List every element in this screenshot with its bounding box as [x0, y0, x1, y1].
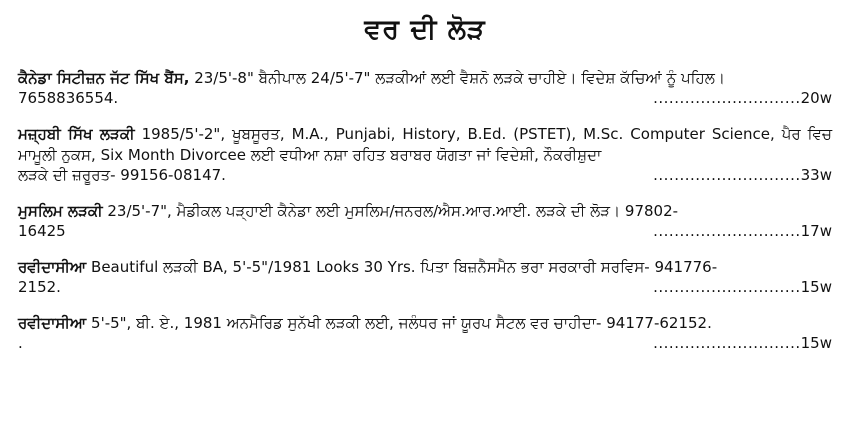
ad-body: 23/5'-8" ਬੈਨੀਪਾਲ 24/5'-7" ਲੜਕੀਆਂ ਲਈ ਵੈਸ਼ਨੋ ਲੜਕੇ ਚਾਹੀਏ। ਵਿਦੇਸ਼ ਕੱਚਿਆਂ ਨੂੰ ਪਹਿਲ। [189, 69, 725, 87]
ad-text [18, 201, 832, 222]
classified-ad-5 [18, 313, 832, 353]
ad-footer [18, 334, 832, 353]
ad-reference [653, 89, 832, 108]
ad-heading: ਮੁਸਲਿਮ ਲੜਕੀ [18, 202, 103, 220]
ad-tail: 2152. [18, 278, 61, 296]
ad-code: 15w [800, 278, 832, 296]
ad-body: 1985/5'-2", ਖੂਬਸੂਰਤ, M.A., Punjabi, History, B.Ed. (PSTET), M.Sc. Computer Science, ਪੈਰ ਵਿਚ ਮਾਮੂਲੀ ਨੁਕਸ, Six Month Divorcee ਲਈ ਵਧੀਆ ਨਸ਼ਾ ਰਹਿਤ ਬਰਾਬਰ ਯੋਗਤਾ ਜਾਂ ਵਿਦੇਸ਼ੀ, ਨੌਕਰੀਸ਼ੁਦਾ [18, 125, 832, 164]
ad-dots: ............................ [653, 278, 801, 296]
ad-code: 20w [800, 89, 832, 107]
ad-code: 33w [800, 166, 832, 184]
ad-text [18, 68, 832, 89]
ad-text [18, 313, 832, 334]
ad-dots: ............................ [653, 166, 801, 184]
classified-ad-1 [18, 68, 832, 108]
ad-body: 23/5'-7", ਮੈਡੀਕਲ ਪੜ੍ਹਾਈ ਕੈਨੇਡਾ ਲਈ ਮੁਸਲਿਮ/ਜਨਰਲ/ਐਸ.ਆਰ.ਆਈ. ਲੜਕੇ ਦੀ ਲੋੜ। 97802- [102, 202, 679, 220]
page-title: ਵਰ ਦੀ ਲੋੜ [364, 14, 486, 45]
ad-reference [653, 278, 832, 297]
ad-body: 5'-5", ਬੀ. ਏ., 1981 ਅਨਮੈਰਿਡ ਸੁਨੱਖੀ ਲੜਕੀ ਲਈ, ਜਲੰਧਰ ਜਾਂ ਯੂਰਪ ਸੈਟਲ ਵਰ ਚਾਹੀਦਾ- 94177-62152. [86, 314, 712, 332]
ad-footer [18, 222, 832, 241]
ad-tail: ਲੜਕੇ ਦੀ ਜ਼ਰੂਰਤ- 99156-08147. [18, 166, 226, 184]
ad-heading: ਕੈਨੇਡਾ ਸਿਟੀਜ਼ਨ ਜੱਟ ਸਿੱਖ ਬੈਂਸ, [18, 69, 190, 87]
ad-footer [18, 89, 832, 108]
ad-code: 17w [800, 222, 832, 240]
ad-heading: ਮਜ਼੍ਹਬੀ ਸਿੱਖ ਲੜਕੀ [18, 125, 135, 143]
classified-ad-4 [18, 257, 832, 297]
ad-tail: . [18, 334, 23, 352]
ad-tail: 7658836554. [18, 89, 119, 107]
classified-ad-3 [18, 201, 832, 241]
classified-ad-2 [18, 124, 832, 185]
ad-body: Beautiful ਲੜਕੀ BA, 5'-5"/1981 Looks 30 Yrs. ਪਿਤਾ ਬਿਜ਼ਨੈਸਮੈਨ ਭਰਾ ਸਰਕਾਰੀ ਸਰਵਿਸ- 941776- [86, 258, 718, 276]
ad-dots: ............................ [653, 89, 801, 107]
ad-heading: ਰਵੀਦਾਸੀਆ [18, 258, 87, 276]
ad-dots: ............................ [653, 222, 801, 240]
ad-reference [653, 166, 832, 185]
ad-reference [653, 334, 832, 353]
ad-footer [18, 166, 832, 185]
ad-footer [18, 278, 832, 297]
ad-tail: 16425 [18, 222, 66, 240]
ad-code: 15w [800, 334, 832, 352]
ad-heading: ਰਵੀਦਾਸੀਆ [18, 314, 87, 332]
ad-reference [653, 222, 832, 241]
ad-text [18, 257, 832, 278]
ad-dots: ............................ [653, 334, 801, 352]
ad-text [18, 124, 832, 166]
